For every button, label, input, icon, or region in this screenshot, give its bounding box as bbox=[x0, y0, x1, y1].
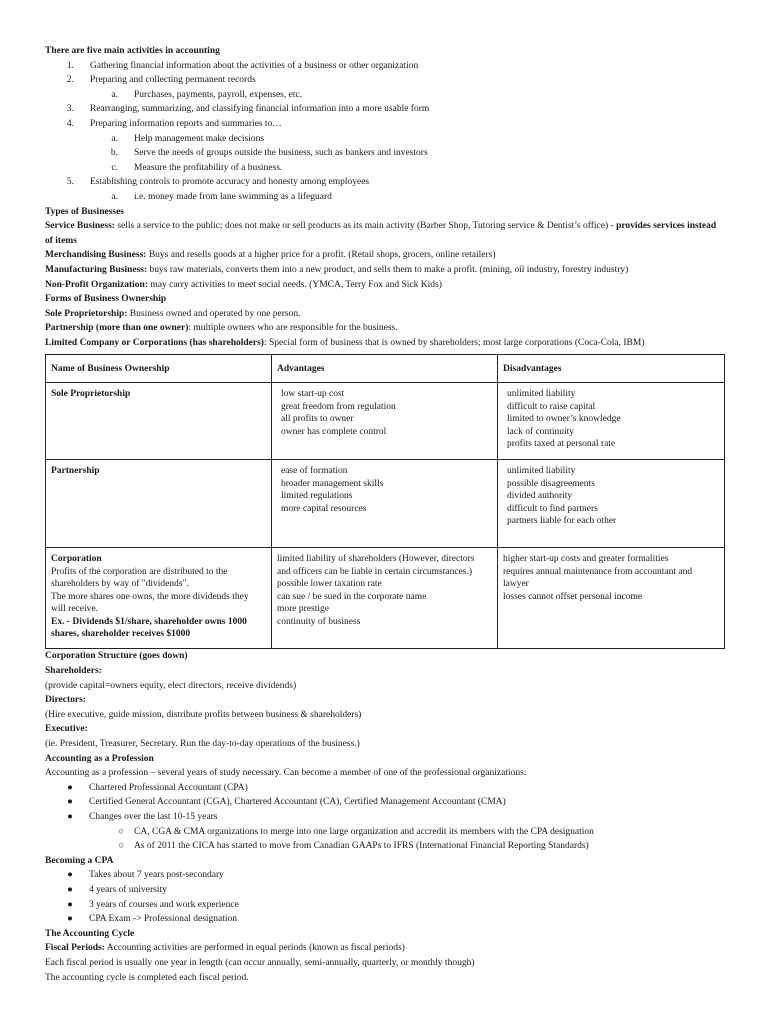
table-row bbox=[46, 460, 725, 548]
table-cell: unlimited liability difficult to raise capital limited to owner’s knowledge lack of continuity profits taxed at personal rate bbox=[498, 383, 725, 460]
table-header: Advantages bbox=[272, 355, 498, 383]
merchandising-business-def: Merchandising Business: Buys and resells goods at a higher price for a profit. (Retail shops, grocers, online retailers) bbox=[45, 250, 496, 261]
bullet-item: ● Chartered Professional Accountant (CPA) bbox=[67, 782, 248, 793]
sub-bullet-item: ○ As of 2011 the CICA has started to move from Canadian GAAPs to IFRS (International Financial Reporting Standards) bbox=[118, 841, 589, 852]
section-heading-cycle: The Accounting Cycle bbox=[45, 928, 135, 939]
section-heading-forms: Forms of Business Ownership bbox=[45, 294, 167, 305]
table-cell: ease of formation broader management skills limited regulations more capital resources bbox=[272, 460, 498, 548]
directors-label: Directors: bbox=[45, 695, 86, 706]
section-heading-cpa: Becoming a CPA bbox=[45, 855, 114, 866]
section-heading-types: Types of Businesses bbox=[45, 206, 125, 217]
list-item: 3. Rearranging, summarizing, and classifying financial information into a more usable form bbox=[66, 104, 430, 115]
section-heading-profession: Accounting as a Profession bbox=[45, 753, 154, 764]
table-cell: Partnership bbox=[46, 460, 272, 548]
table-header: Name of Business Ownership bbox=[46, 355, 272, 383]
table-cell: Sole Proprietorship bbox=[46, 383, 272, 460]
table-row bbox=[46, 548, 725, 649]
executive-text: (ie. President, Treasurer, Secretary. Run the day-to-day operations of the business.) bbox=[45, 739, 360, 750]
sub-list-item: b. Serve the needs of groups outside the business, such as bankers and investors bbox=[110, 148, 428, 159]
list-item: 4. Preparing information reports and summaries to… bbox=[66, 118, 282, 129]
bullet-item: ● Takes about 7 years post-secondary bbox=[67, 870, 224, 881]
sub-bullet-item: ○ CA, CGA & CMA organizations to merge into one large organization and accredit its members with the CPA designation bbox=[118, 826, 594, 837]
table-cell: limited liability of shareholders (However, directors and officers can be liable in certain circumstances.) possible lower taxation rate can sue / be sued in the corporate name more prestige continuity of business bbox=[272, 548, 498, 649]
bullet-item: ● 3 years of courses and work experience bbox=[67, 899, 239, 910]
table-cell: Corporation Profits of the corporation are distributed to the shareholders by way of "dividends". The more shares one owns, the more dividends they will receive. Ex. - Dividends $1/share, shareholder owns 1000 shares, shareholder receives $1000 bbox=[46, 548, 272, 649]
service-business-def: Service Business: sells a service to the public; does not make or sell products as its main activity (Barber Shop, Tutoring service & Dentist’s office) - provides services instead of items bbox=[45, 221, 717, 246]
document-page bbox=[45, 44, 725, 985]
directors-text: (Hire executive, guide mission, distribute profits between business & shareholders) bbox=[45, 709, 362, 720]
profession-text: Accounting as a profession – several years of study necessary. Can become a member of one of the professional organizations: bbox=[45, 768, 527, 779]
list-item: 2. Preparing and collecting permanent records bbox=[66, 75, 256, 86]
table-row bbox=[46, 383, 725, 460]
manufacturing-business-def: Manufacturing Business: buys raw materials, converts them into a new product, and sells them to make a profit. (mining, oil industry, forestry industry) bbox=[45, 264, 629, 275]
list-item: 1. Gathering financial information about the activities of a business or other organization bbox=[66, 60, 419, 71]
table-cell: low start-up cost great freedom from regulation all profits to owner owner has complete control bbox=[272, 383, 498, 460]
section-heading-activities: There are five main activities in accounting bbox=[45, 46, 220, 56]
table-cell: unlimited liability possible disagreements divided authority difficult to find partners partners liable for each other bbox=[498, 460, 725, 548]
partnership-def: Partnership (more than one owner): multiple owners who are responsible for the business. bbox=[45, 323, 398, 334]
table-header: Disadvantages bbox=[498, 355, 725, 383]
bullet-item: ● Changes over the last 10-15 years bbox=[67, 812, 218, 822]
sub-list-item: a. i.e. money made from lane swimming as a lifeguard bbox=[111, 191, 332, 202]
sole-proprietorship-def: Sole Proprietorship: Business owned and operated by one person. bbox=[45, 308, 301, 319]
ownership-table bbox=[45, 354, 725, 649]
executive-label: Executive: bbox=[45, 724, 88, 735]
cycle-text: The accounting cycle is completed each fiscal period. bbox=[45, 972, 249, 983]
cycle-text: Each fiscal period is usually one year in length (can occur annually, semi-annually, quarterly, or monthly though) bbox=[45, 957, 475, 968]
bullet-item: ● CPA Exam -> Professional designation bbox=[67, 914, 238, 925]
sub-list-item: a. Help management make decisions bbox=[111, 133, 265, 144]
table-cell: higher start-up costs and greater formalities requires annual maintenance from accountant and lawyer losses cannot offset personal income bbox=[498, 548, 725, 649]
shareholders-text: (provide capital=owners equity, elect directors, receive dividends) bbox=[45, 680, 297, 691]
sub-list-item: a. Purchases, payments, payroll, expenses, etc. bbox=[111, 89, 303, 100]
list-item: 5. Establishing controls to promote accuracy and honesty among employees bbox=[66, 177, 370, 188]
section-heading-structure: Corporation Structure (goes down) bbox=[45, 651, 188, 662]
bullet-item: ● 4 years of university bbox=[67, 884, 167, 895]
sub-list-item: c. Measure the profitability of a business. bbox=[111, 162, 283, 173]
nonprofit-def: Non-Profit Organization: may carry activities to meet social needs. (YMCA, Terry Fox and Sick Kids) bbox=[45, 279, 442, 290]
shareholders-label: Shareholders: bbox=[45, 666, 102, 677]
limited-company-def: Limited Company or Corporations (has shareholders): Special form of business that is owned by shareholders; most large corporations (Coca-Cola, IBM) bbox=[45, 337, 645, 348]
table-header-row bbox=[46, 355, 725, 383]
fiscal-periods-def: Fiscal Periods: Accounting activities are performed in equal periods (known as fiscal periods) bbox=[45, 943, 405, 954]
bullet-item: ● Certified General Accountant (CGA), Chartered Accountant (CA), Certified Management Accountant (CMA) bbox=[67, 797, 506, 808]
